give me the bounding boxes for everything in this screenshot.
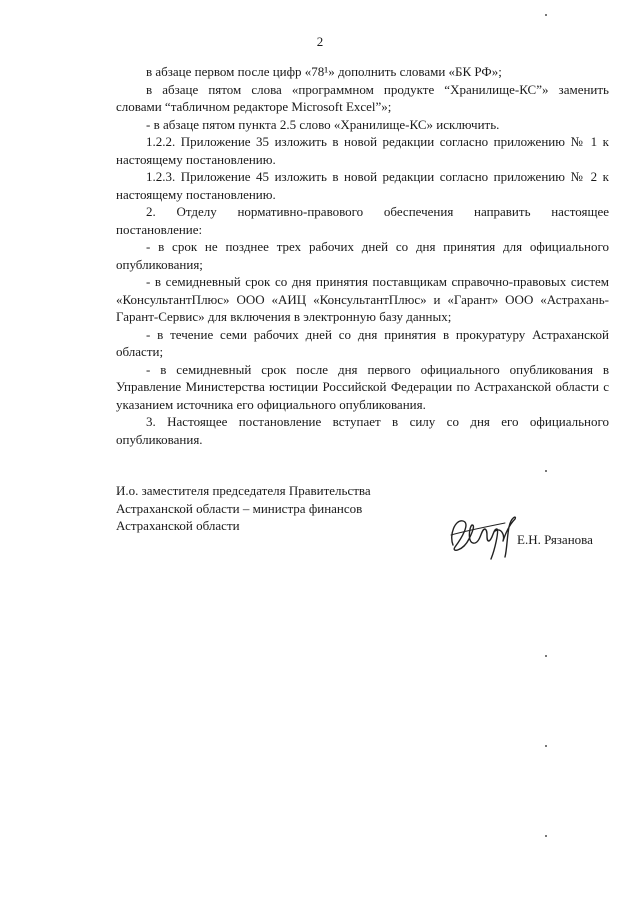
- paragraph-8: - в семидневный срок со дня принятия поставщикам справочно-правовых систем «КонсультантПлюс» ООО «АИЦ «КонсультантПлюс» и «Гарант» ООО «Астрахань-Гарант-Сервис» для включения в электронную базу данных;: [116, 274, 609, 324]
- paragraph-7: - в срок не позднее трех рабочих дней со дня принятия для официального опубликования;: [116, 239, 609, 272]
- paragraph-9: - в течение семи рабочих дней со дня принятия в прокуратуру Астраханской области;: [116, 326, 609, 359]
- scan-speck: [545, 14, 547, 16]
- scan-speck: [545, 745, 547, 747]
- position-line-3: Астраханской области: [116, 518, 240, 533]
- signer-name: Е.Н. Рязанова: [517, 532, 593, 547]
- position-line-2: Астраханской области – министра финансов: [116, 500, 363, 516]
- paragraph-2: в абзаце пятом слова «программном продукте “Хранилище-КС”» заменить словами “табличном редакторе Microsoft Excel”»;: [116, 81, 609, 114]
- paragraph-10: - в семидневный срок после дня первого официального опубликования в Управление Министерства юстиции Российской Федерации по Астраханской области с указанием источника его официального опубликования.: [116, 361, 609, 412]
- signature-position-block: [116, 482, 616, 535]
- handwritten-signature: [445, 505, 523, 563]
- paragraph-11: 3. Настоящее постановление вступает в силу со дня его официального опубликования.: [116, 414, 609, 447]
- scan-speck: [545, 470, 547, 472]
- scan-speck: [545, 835, 547, 837]
- paragraph-6: 2. Отделу нормативно-правового обеспечения направить настоящее постановление:: [116, 204, 609, 237]
- paragraph-3: - в абзаце пятом пункта 2.5 слово «Хранилище-КС» исключить.: [146, 116, 500, 132]
- document-body: [116, 63, 609, 448]
- scan-speck: [545, 655, 547, 657]
- paragraph-4: 1.2.2. Приложение 35 изложить в новой редакции согласно приложению № 1 к настоящему постановлению.: [116, 134, 609, 167]
- position-line-1: И.о. заместителя председателя Правительства: [116, 483, 371, 498]
- page-number: 2: [316, 34, 324, 49]
- paragraph-1: в абзаце первом после цифр «78¹» дополнить словами «БК РФ»;: [146, 64, 502, 79]
- paragraph-5: 1.2.3. Приложение 45 изложить в новой редакции согласно приложению № 2 к настоящему постановлению.: [116, 169, 609, 202]
